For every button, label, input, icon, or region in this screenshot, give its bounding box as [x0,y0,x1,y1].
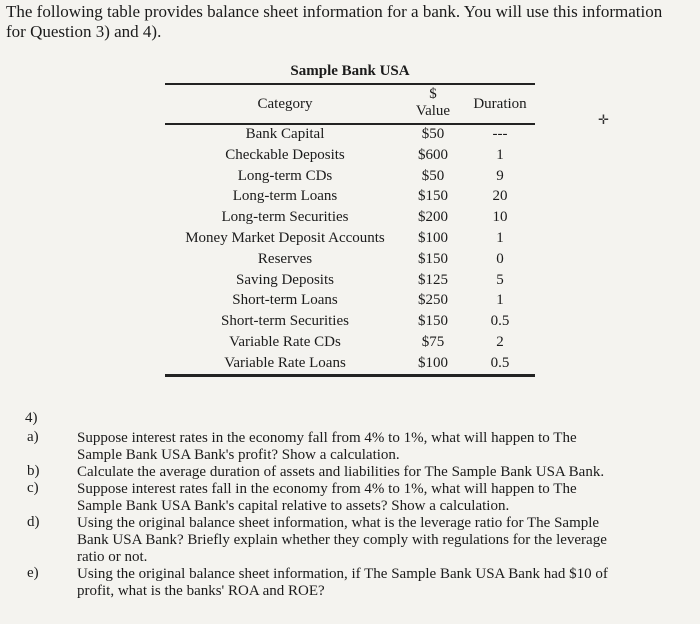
table-row [165,311,535,332]
cell-duration: 0 [496,250,504,267]
cursor-icon: ✛ [598,112,609,127]
cell-category: Short-term Loans [232,292,338,309]
cell-value: $150 [418,250,448,267]
table-top-rule [165,83,535,85]
question-label: d) [27,514,40,530]
cell-duration: 1 [496,146,504,163]
cell-duration: 5 [496,271,504,288]
table-row [165,207,535,228]
question-label: a) [27,429,39,445]
question-line: Sample Bank USA Bank's profit? Show a calculation. [77,447,400,463]
table-row [165,249,535,270]
table-row [165,332,535,353]
cell-category: Checkable Deposits [225,146,345,163]
question-number: 4) [25,410,38,426]
question-line: ratio or not. [77,549,148,565]
cell-value: $50 [421,126,445,142]
table-row [165,145,535,166]
question-label: b) [27,463,40,479]
cell-category: Long-term Loans [232,188,338,205]
cell-duration: 1 [496,229,504,246]
intro-line-1: The following table provides balance sheet information for a bank. You will use this information [6,2,663,21]
cell-category: Money Market Deposit Accounts [185,229,385,246]
question-line: Using the original balance sheet information, if The Sample Bank USA Bank had $10 of [77,566,608,582]
header-value-bottom: Value [415,103,451,119]
question-line: Using the original balance sheet information, what is the leverage ratio for The Sample [77,515,600,531]
cell-value: $50 [421,167,445,184]
cell-value: $250 [418,292,448,309]
question-line: Suppose interest rates fall in the economy from 4% to 1%, what will happen to The [77,481,577,497]
table-row [165,166,535,187]
cell-duration: 9 [496,167,504,184]
table-row [165,270,535,291]
cell-category: Long-term CDs [237,167,333,184]
table-row [165,228,535,249]
question-label: e) [27,565,39,581]
header-duration: Duration [473,96,527,112]
header-value [410,86,456,120]
cell-category: Long-term Securities [221,209,349,226]
table-bottom-rule [165,374,535,377]
cell-value: $100 [418,229,448,246]
cell-value: $600 [418,146,448,163]
cell-duration: 2 [496,333,504,350]
cell-duration: 1 [496,292,504,309]
question-label: c) [27,480,39,496]
cell-category: Saving Deposits [236,271,334,288]
cell-category: Bank Capital [245,126,325,142]
cell-duration: 0.5 [490,354,510,371]
cell-value: $125 [418,271,448,288]
table-title: Sample Bank USA [290,63,410,79]
cell-value: $75 [421,333,445,350]
question-label [27,548,57,565]
table-body [165,124,535,374]
table-row [165,124,535,145]
cell-duration: --- [492,126,508,142]
cell-value: $150 [418,188,448,205]
question-line: Calculate the average duration of assets and liabilities for The Sample Bank USA Bank. [77,464,605,480]
cell-value: $200 [418,209,448,226]
question-label [27,582,57,599]
cell-value: $100 [418,354,448,371]
cell-category: Short-term Securities [221,313,349,330]
question-label [27,497,57,514]
cell-duration: 20 [492,188,508,205]
question-label [27,531,57,548]
intro-line-2: for Question 3) and 4). [6,22,162,41]
question-label [27,446,57,463]
question-text [77,430,677,600]
cell-category: Variable Rate CDs [229,333,341,350]
cell-duration: 10 [492,209,508,226]
question-labels [27,429,57,599]
table-row [165,290,535,311]
cell-value: $150 [418,313,448,330]
table-row [165,186,535,207]
cell-duration: 0.5 [490,313,510,330]
intro-text [6,2,696,42]
cell-category: Variable Rate Loans [224,354,346,371]
question-line: Sample Bank USA Bank's capital relative to assets? Show a calculation. [77,498,510,514]
question-line: Suppose interest rates in the economy fall from 4% to 1%, what will happen to The [77,430,577,446]
cell-category: Reserves [257,250,313,267]
header-category: Category [257,96,313,112]
question-line: Bank USA Bank? Briefly explain whether they comply with regulations for the leverage [77,532,607,548]
question-line: profit, what is the banks' ROA and ROE? [77,583,325,599]
header-value-top: $ [429,86,437,102]
table-row [165,353,535,374]
